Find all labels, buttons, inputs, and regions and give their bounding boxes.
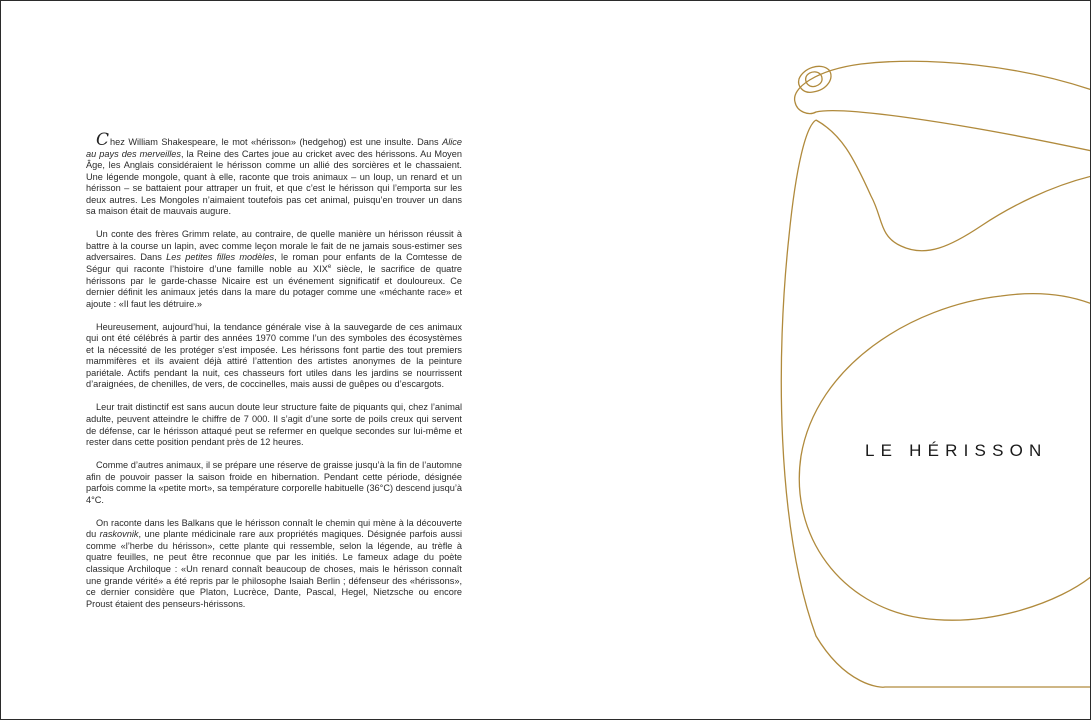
paragraph-2 bbox=[86, 229, 462, 310]
plant-name-raskovnik: raskovnik bbox=[99, 529, 139, 540]
paragraph-1 bbox=[86, 130, 462, 218]
paragraph-1-text-b: , la Reine des Cartes joue au cricket avec des hérissons. Au Moyen Âge, les Anglais considéraient le hérisson comme un allié des sorcières et le chassaient. Une légende mongole, quant à elle, raconte que trois animaux – un loup, un renard et un hérisson – se battaient pour attraper un fruit, et que c’est le hérisson qui l’emporta sur les deux autres. Les Mongoles n’aimaient toutefois pas cet animal, puisqu’en trouver un dans sa maison était de mauvais augure. bbox=[86, 148, 462, 217]
drawing-outer-contour bbox=[795, 61, 1091, 151]
drawing-eye-inner bbox=[806, 72, 822, 87]
book-title-petites-filles: Les petites filles modèles bbox=[166, 252, 275, 263]
paragraph-2-text-b: , le roman pour enfants de la Comtesse de Ségur qui raconte l’histoire d’une famille noble au XIX bbox=[86, 252, 462, 274]
body-text-column bbox=[86, 130, 463, 622]
paragraph-4: Leur trait distinctif est sans aucun doute leur structure faite de piquants qui, chez l’animal adulte, peuvent atteindre le chiffre de 7 000. Il s’agit d’une sorte de poils creux qui servent de défense, car le hérisson attaqué peut se refermer en quelque secondes sur lui-même et rester dans cette position pendant près de 12 heures. bbox=[86, 402, 462, 448]
drop-cap: C bbox=[96, 130, 110, 150]
drawing-snout bbox=[816, 120, 1091, 251]
paragraph-6-text-a: On raconte dans les Balkans que le hérisson connaît le chemin qui mène à la découverte du bbox=[86, 517, 462, 540]
century-superscript: e bbox=[327, 263, 332, 270]
page-title: LE HÉRISSON bbox=[865, 441, 1048, 460]
paragraph-1-text-a: hez William Shakespeare, le mot «hérisson» (hedgehog) est une insulte. Dans bbox=[110, 137, 443, 147]
paragraph-6 bbox=[86, 518, 462, 610]
paragraph-2-text-c: siècle, le sacrifice de quatre hérissons par le garde-chasse Nicaire est un événement significatif et douloureux. Ce dernier définit les animaux jetés dans la mare du potager comme une «méchante race» et ajoute : «Il faut les détruire.» bbox=[86, 263, 463, 309]
paragraph-5: Comme d’autres animaux, il se prépare une réserve de graisse jusqu’à la fin de l’automne afin de pouvoir passer la saison froide en hibernation. Pendant cette période, désignée parfois comme la «petite mort», sa température corporelle habituelle (36°C) descend jusqu’à 4°C. bbox=[86, 460, 462, 505]
paragraph-2-text-a: Un conte des frères Grimm relate, au contraire, de quelle manière un hérisson réussit à battre à la course un lapin, avec comme leçon morale le fait de ne jamais sous-estimer ses adversaires. Dans bbox=[86, 229, 462, 263]
book-title-alice: Alice au pays des merveilles bbox=[86, 137, 462, 159]
drawing-strokes bbox=[781, 61, 1091, 687]
paragraph-3: Heureusement, aujourd’hui, la tendance générale vise à la sauvegarde de ces animaux qui ont été célébrés à partir des années 1970 comme l’un des symboles des écosystèmes et la nécessité de les protéger s’est imposée. Les hérissons font partie des tout premiers mammifères et ils avaient déjà attiré l’attention des artistes anonymes de la peinture pariétale. Actifs pendant la nuit, ces chasseurs fort utiles dans les jardins se nourrissent d’araignées, de chenilles, de vers, de coccinelles, mais aussi de guêpes ou d’escargots. bbox=[86, 321, 462, 390]
drawing-eye-outer bbox=[799, 66, 831, 92]
hedgehog-line-drawing bbox=[761, 56, 1091, 696]
paragraph-6-text-b: , une plante médicinale rare aux propriétés magiques. Désignée parfois aussi comme «l’herbe du hérisson», cette plante qui ressemble, selon la légende, au trèfle à quatre feuilles, ne peut être reconnue que par les initiés. Le fameux adage du poète classique Archiloque : «Un renard connaît beaucoup de choses, mais le hérisson connaît une grande vérité» a été repris par le philosophe Isaiah Berlin ; défenseur des «hérissons», ce dernier considère que Platon, Lucrèce, Dante, Pascal, Hegel, Nietzsche ou encore Proust étaient des penseurs-hérissons. bbox=[86, 529, 462, 609]
